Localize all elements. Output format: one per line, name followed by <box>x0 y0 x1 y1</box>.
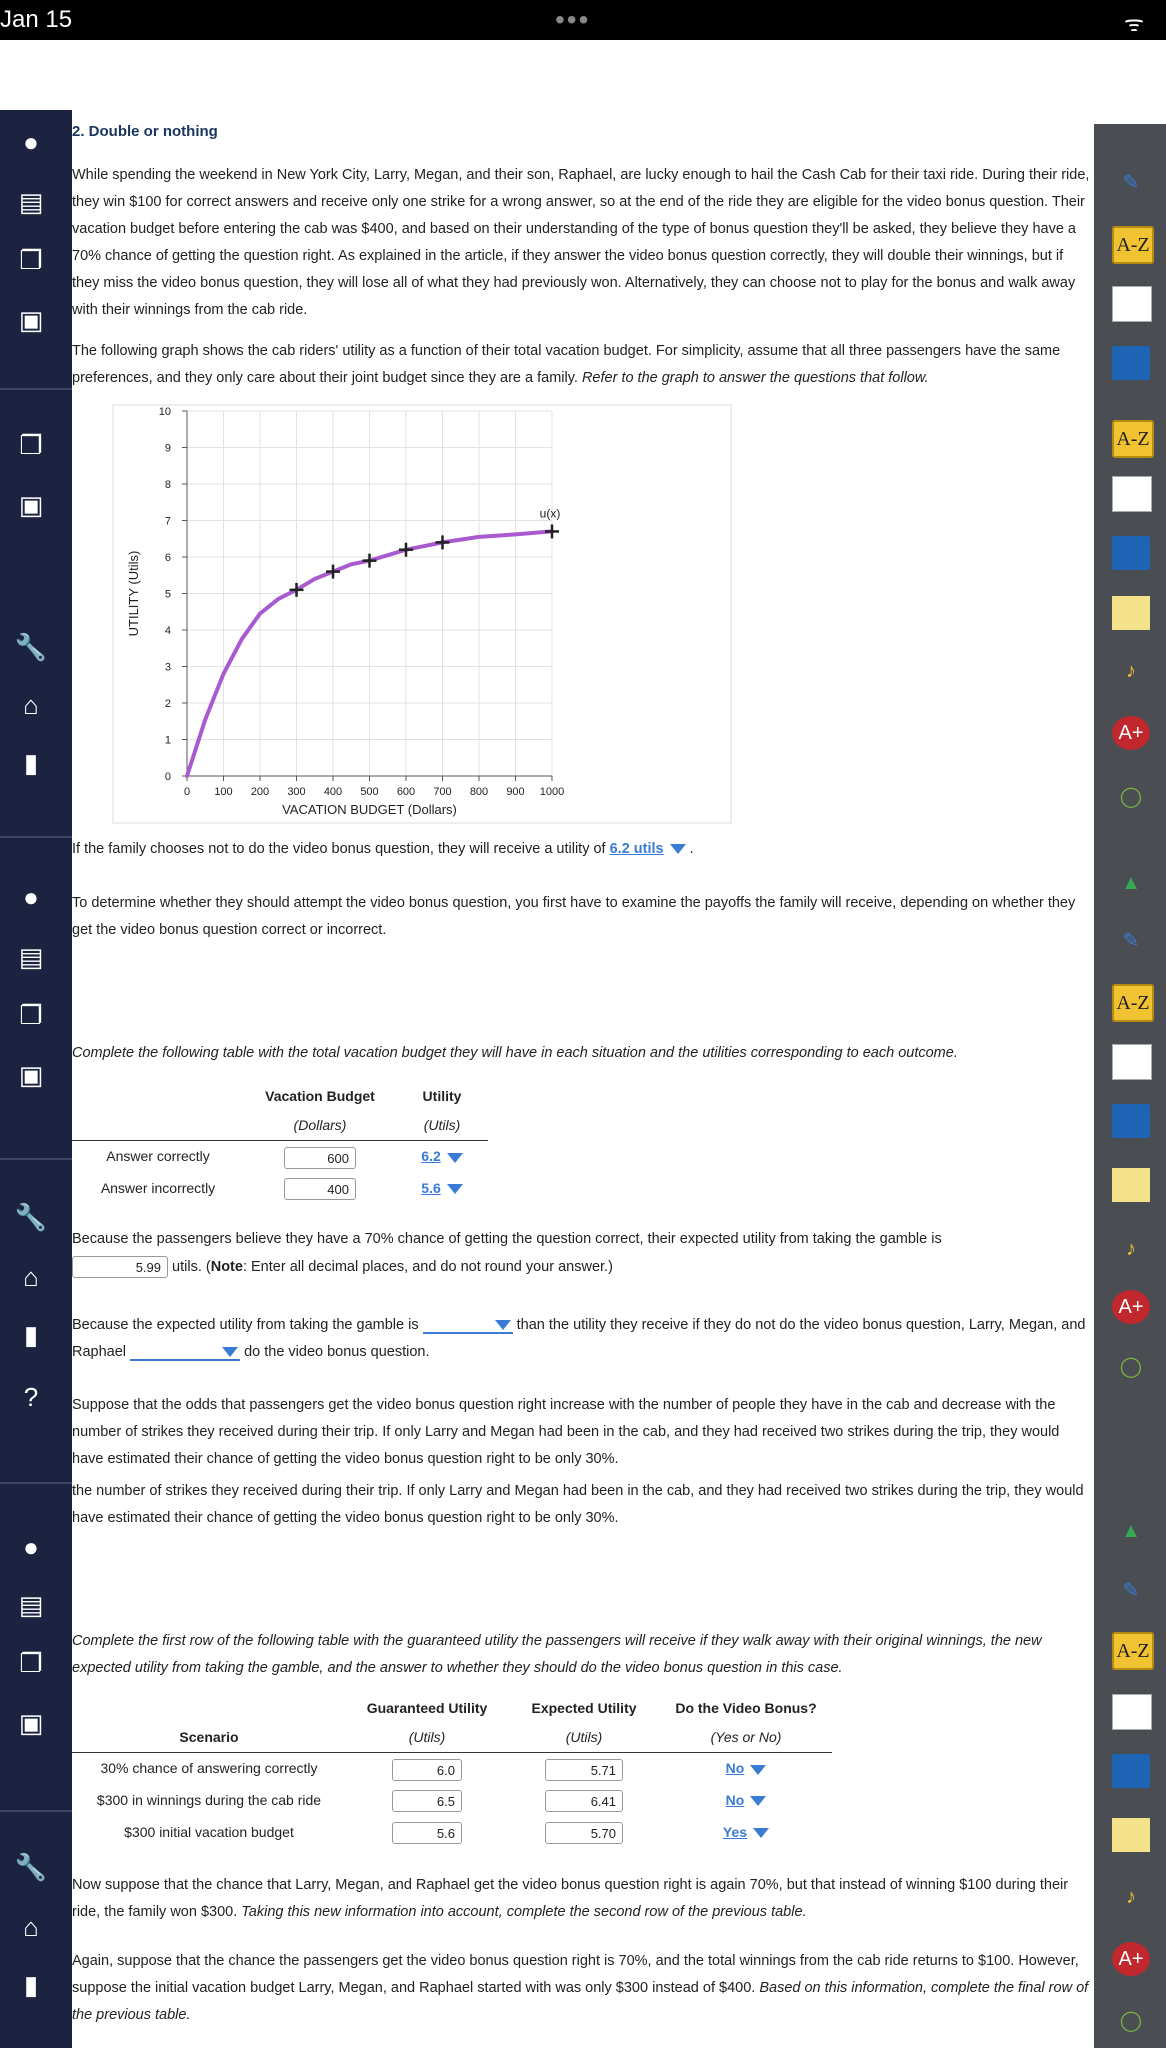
chevron-down-icon[interactable] <box>447 1184 463 1194</box>
no-bonus-sentence: If the family chooses not to do the video bonus question, they will receive a utility of 6.2 utils . <box>72 841 694 857</box>
copy-icon[interactable]: ❐ <box>19 245 43 275</box>
notepad-icon[interactable] <box>1112 596 1150 630</box>
budget-utility-table: Vacation Budget Utility (Dollars) (Utils) Answer correctly 600 6.2 Answer incorrectly 400 5.6 <box>72 1082 488 1205</box>
y-tick-label: 0 <box>164 771 171 783</box>
wrench-icon[interactable]: 🔧 <box>14 632 48 662</box>
budget-correct-input[interactable]: 600 <box>284 1147 356 1169</box>
status-ring-icon[interactable]: ◯ <box>1119 1356 1143 1378</box>
x-tick-label: 500 <box>360 786 379 798</box>
book-icon[interactable] <box>1112 346 1150 380</box>
notes-icon[interactable] <box>1112 1044 1152 1080</box>
x-tick-label: 1000 <box>539 786 565 798</box>
status-ring-icon[interactable]: ◯ <box>1119 2010 1143 2032</box>
accessibility-icon[interactable]: A+ <box>1112 1942 1150 1976</box>
section-title: 2. Double or nothing <box>72 123 218 140</box>
pencil-icon[interactable]: ✎ <box>1122 172 1140 194</box>
row-label: Answer incorrectly <box>100 1180 216 1196</box>
briefcase-icon[interactable]: ▮ <box>23 748 39 778</box>
calendar-icon[interactable]: ▣ <box>18 305 44 335</box>
copy-icon[interactable]: ❐ <box>19 1648 43 1678</box>
bonus-decision-dropdown[interactable]: No <box>725 1760 745 1777</box>
bonus-decision-dropdown[interactable]: No <box>725 1792 745 1808</box>
calendar-icon[interactable]: ▣ <box>18 490 44 520</box>
audio-icon[interactable]: ♪ <box>1126 660 1136 682</box>
glossary-icon[interactable]: A-Z <box>1112 1632 1154 1670</box>
document-icon[interactable]: ▤ <box>18 187 44 217</box>
chevron-down-icon[interactable] <box>495 1320 511 1330</box>
decision-dropdown[interactable] <box>130 1343 240 1361</box>
y-tick-label: 6 <box>164 552 171 564</box>
graduation-icon[interactable]: ⌂ <box>23 1912 39 1942</box>
no-bonus-utility-dropdown[interactable]: 6.2 utils <box>609 841 664 857</box>
drive-icon[interactable]: ▲ <box>1121 1520 1141 1542</box>
right-sidebar <box>1094 124 1166 2048</box>
expected-utility-input[interactable]: 5.70 <box>545 1822 623 1844</box>
scenario-table: Guaranteed Utility Expected Utility Do the Video Bonus? Scenario (Utils) (Utils) (Yes or No) 30% chance of answering correctly 6.0 5.71 No $300 in winnings during the cab ride 6.5 6.41 No $300 initial vacation budget 5.6 5.70 Yes <box>72 1694 832 1849</box>
chart-frame <box>113 405 731 823</box>
scenario-label: $300 in winnings during the cab ride <box>96 1792 322 1808</box>
pencil-icon[interactable]: ✎ <box>1122 930 1140 952</box>
glossary-icon[interactable]: A-Z <box>1112 226 1154 264</box>
x-tick-label: 200 <box>250 786 270 798</box>
y-tick-label: 3 <box>164 661 171 674</box>
y-tick-label: 8 <box>164 479 171 491</box>
expected-utility-input[interactable]: 6.41 <box>545 1790 623 1812</box>
notes-icon[interactable] <box>1112 1694 1152 1730</box>
chevron-down-icon[interactable] <box>447 1153 463 1163</box>
notepad-icon[interactable] <box>1112 1168 1150 1202</box>
wifi-icon: ᯤ <box>1124 11 1145 36</box>
graph-intro: The following graph shows the cab riders' utility as a function of their total vacation budget. For simplicity, assume that all three passengers have the same preferences, and they only care about their joint budget since they are a family. Refer to the graph to answer the questions that follow. <box>72 343 1061 386</box>
notes-icon[interactable] <box>1112 286 1152 322</box>
chevron-down-icon[interactable] <box>753 1828 769 1838</box>
document-icon[interactable]: ▤ <box>18 942 44 972</box>
now-suppose-paragraph: Now suppose that the chance that Larry, Megan, and Raphael get the video bonus question right is again 70%, but that instead of winning $100 during their ride, the family won $300. Taking this new information into account, complete the second row of the previous table. <box>72 1877 1069 1920</box>
multitask-dots-icon[interactable]: ••• <box>555 4 591 35</box>
book-icon[interactable] <box>1112 1754 1150 1788</box>
wrench-icon[interactable]: 🔧 <box>14 1852 48 1882</box>
user-icon[interactable]: ● <box>23 882 39 912</box>
expected-utility-line: 5.99 utils. (Note: Enter all decimal places, and do not round your answer.) <box>72 1254 1094 1281</box>
x-tick-label: 300 <box>287 786 306 798</box>
y-axis-label: UTILITY (Utils) <box>126 550 141 637</box>
y-tick-label: 10 <box>158 406 171 418</box>
audio-icon[interactable]: ♪ <box>1126 1886 1136 1908</box>
left-sidebar <box>0 110 72 2048</box>
suppose-paragraph: Suppose that the odds that passengers get the video bonus question right increase with the number of people they have in the cab and decrease with the number of strikes they received during their trip. If only Larry and Megan had been in the cab, and they had received two strikes during the trip, they would have estimated their chance of getting the video bonus question right to be only 30%. <box>72 1397 1060 1467</box>
series-label: u(x) <box>539 506 561 521</box>
x-tick-label: 400 <box>323 786 343 798</box>
intro-paragraph: While spending the weekend in New York City, Larry, Megan, and their son, Raphael, are lucky enough to hail the Cash Cab for their taxi ride. During their ride, they win $100 for correct answers and receive only one strike for a wrong answer, so at the end of the ride they are eligible for the video bonus question. Their vacation budget before entering the cab was $400, and based on their understanding of the type of bonus question they'll be asked, they believe they have a 70% chance of getting the question right. As explained in the article, if they answer the video bonus question correctly, they will double their winnings, but if they miss the video bonus question, they will lose all of what they had previously won. Alternatively, they can choose not to play for the bonus and walk away with their winnings from the cab ride. <box>72 167 1090 318</box>
utility-correct-dropdown[interactable]: 6.2 <box>421 1148 441 1165</box>
graduation-icon[interactable]: ⌂ <box>23 1262 39 1292</box>
scenario-label: $300 initial vacation budget <box>124 1824 294 1840</box>
wrench-icon[interactable]: 🔧 <box>14 1202 48 1232</box>
budget-incorrect-input[interactable]: 400 <box>284 1178 356 1200</box>
user-icon[interactable]: ● <box>23 1532 39 1562</box>
x-axis-label: VACATION BUDGET (Dollars) <box>282 802 457 817</box>
expected-utility-input[interactable]: 5.99 <box>72 1256 168 1278</box>
payoffs-paragraph: To determine whether they should attempt the video bonus question, you first have to examine the payoffs the family will receive, depending on whether they get the video bonus question correct or incorrect. <box>72 895 1076 938</box>
y-tick-label: 7 <box>164 515 171 528</box>
copy-icon[interactable]: ❐ <box>19 1000 43 1030</box>
chevron-down-icon[interactable] <box>750 1796 766 1806</box>
accessibility-icon[interactable]: A+ <box>1112 716 1150 750</box>
again-paragraph: Again, suppose that the chance the passengers get the video bonus question right is 70%, and the total winnings from the cab ride returns to $100. However, suppose the initial vacation budget Larry, Megan, and Raphael started with was only $300 instead of $400. Based on this information, complete the final row of the previous table. <box>72 1953 1089 2023</box>
x-tick-label: 800 <box>469 786 489 798</box>
guaranteed-utility-input[interactable]: 6.0 <box>392 1759 462 1781</box>
chevron-down-icon[interactable] <box>222 1347 238 1357</box>
x-tick-label: 900 <box>506 786 525 798</box>
table1-instructions: Complete the following table with the total vacation budget they will have in each situation and the utilities corresponding to each outcome. <box>72 1045 958 1061</box>
scenario-label: 30% chance of answering correctly <box>100 1760 318 1777</box>
x-tick-label: 600 <box>396 786 416 798</box>
graduation-icon[interactable]: ⌂ <box>23 690 39 720</box>
guaranteed-utility-input[interactable]: 6.5 <box>392 1790 462 1812</box>
notepad-icon[interactable] <box>1112 1818 1150 1852</box>
expected-utility-sentence: Because the passengers believe they have a 70% chance of getting the question correct, their expected utility from taking the gamble is <box>72 1231 942 1247</box>
pencil-icon[interactable]: ✎ <box>1122 1580 1140 1602</box>
copy-icon[interactable]: ❐ <box>19 430 43 460</box>
bonus-decision-dropdown[interactable]: Yes <box>722 1824 748 1840</box>
utility-incorrect-dropdown[interactable]: 5.6 <box>421 1180 441 1196</box>
glossary-icon[interactable]: A-Z <box>1112 420 1154 458</box>
chevron-down-icon[interactable] <box>670 844 686 854</box>
status-bar <box>0 0 1166 40</box>
briefcase-icon[interactable]: ▮ <box>23 1970 39 2000</box>
notes-icon[interactable] <box>1112 476 1152 512</box>
table2-instructions: Complete the first row of the following table with the guaranteed utility the passengers will receive if they walk away with their original winnings, the new expected utility from taking the gamble, and the answer to whether they should do the video bonus question in this case. <box>72 1633 1042 1676</box>
x-tick-label: 700 <box>433 786 452 798</box>
user-icon[interactable]: ● <box>23 127 39 157</box>
status-ring-icon[interactable]: ◯ <box>1119 786 1143 808</box>
briefcase-icon[interactable]: ▮ <box>23 1320 39 1350</box>
calendar-icon[interactable]: ▣ <box>18 1060 44 1090</box>
x-tick-label: 0 <box>183 786 191 798</box>
suppose-repeat-paragraph: the number of strikes they received during their trip. If only Larry and Megan had been in the cab, and they had received two strikes during the trip, they would have estimated their chance of getting the video bonus question right to be only 30%. <box>72 1483 1084 1526</box>
comparison-dropdown[interactable] <box>423 1316 513 1334</box>
accessibility-icon[interactable]: A+ <box>1112 1290 1150 1324</box>
audio-icon[interactable]: ♪ <box>1126 1238 1136 1260</box>
glossary-icon[interactable]: A-Z <box>1112 984 1154 1022</box>
y-tick-label: 1 <box>164 734 171 747</box>
y-tick-label: 2 <box>164 698 171 710</box>
chevron-down-icon[interactable] <box>750 1765 766 1775</box>
y-tick-label: 5 <box>164 588 171 601</box>
y-tick-label: 9 <box>164 442 171 455</box>
drive-icon[interactable]: ▲ <box>1121 872 1141 894</box>
x-tick-label: 100 <box>214 786 233 798</box>
book-icon[interactable] <box>1112 536 1150 570</box>
comparison-sentence: Because the expected utility from taking the gamble is than the utility they receive if they do not do the video bonus question, Larry, Megan, and Raphael do the video bonus question. <box>72 1317 1086 1360</box>
help-icon[interactable]: ? <box>23 1382 39 1412</box>
expected-utility-input[interactable]: 5.71 <box>545 1759 623 1781</box>
document-icon[interactable]: ▤ <box>18 1590 44 1620</box>
calendar-icon[interactable]: ▣ <box>18 1708 44 1738</box>
utility-chart <box>112 404 732 824</box>
y-tick-label: 4 <box>164 625 171 637</box>
utility-graph <box>112 404 732 824</box>
row-label: Answer correctly <box>106 1148 210 1165</box>
guaranteed-utility-input[interactable]: 5.6 <box>392 1822 462 1844</box>
status-time: Jan 15 <box>0 6 73 33</box>
book-icon[interactable] <box>1112 1104 1150 1138</box>
